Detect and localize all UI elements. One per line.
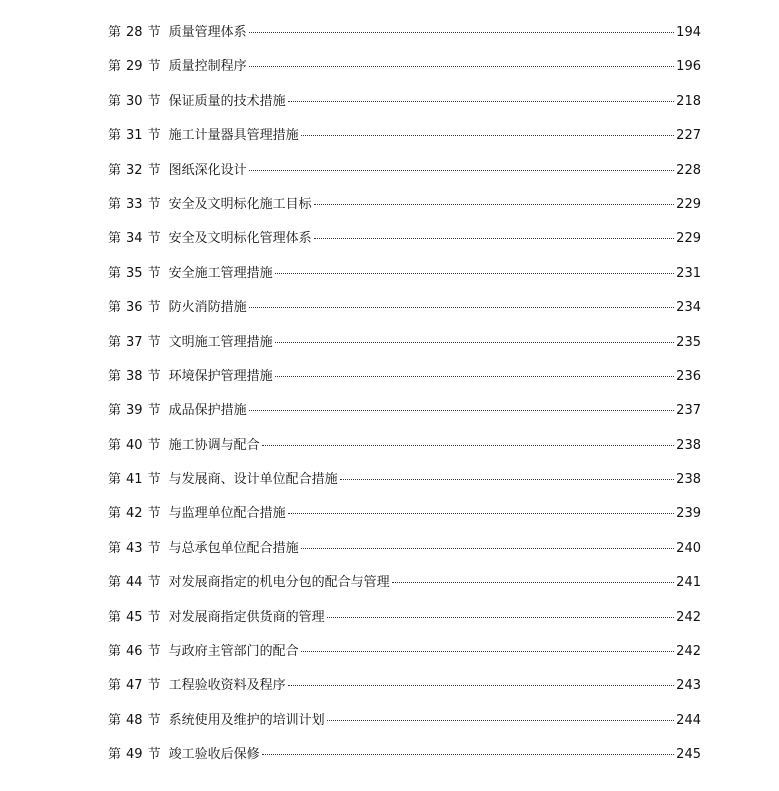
page-number: 239 xyxy=(676,506,701,522)
section-title: 施工协调与配合 xyxy=(168,437,260,453)
section-number: 第 46 节 xyxy=(108,644,161,660)
dot-leader xyxy=(392,581,675,583)
section-number: 第 33 节 xyxy=(108,196,161,212)
section-number: 第 38 节 xyxy=(108,368,161,384)
section-number: 第 42 节 xyxy=(108,506,161,522)
toc-entry[interactable] xyxy=(108,463,701,497)
page-number: 241 xyxy=(676,575,701,591)
dot-leader xyxy=(275,341,675,343)
toc-entry[interactable] xyxy=(108,291,701,325)
page-number: 242 xyxy=(676,644,701,660)
dot-leader xyxy=(262,753,675,755)
toc-entry[interactable] xyxy=(108,601,701,635)
page-number: 229 xyxy=(676,196,701,212)
section-title: 保证质量的技术措施 xyxy=(168,93,286,109)
toc-entry[interactable] xyxy=(108,16,701,50)
toc-entry[interactable] xyxy=(108,154,701,188)
page-number: 227 xyxy=(676,128,701,144)
section-title: 安全施工管理措施 xyxy=(168,265,273,281)
page-number: 196 xyxy=(676,59,701,75)
page-number: 238 xyxy=(676,472,701,488)
toc-entry[interactable] xyxy=(108,635,701,669)
toc-entry[interactable] xyxy=(108,119,701,153)
dot-leader xyxy=(301,134,675,136)
section-title: 与总承包单位配合措施 xyxy=(168,540,299,556)
page-number: 244 xyxy=(676,712,701,728)
page-number: 194 xyxy=(676,25,701,40)
section-number: 第 34 节 xyxy=(108,231,161,247)
section-title: 工程验收资料及程序 xyxy=(168,678,286,694)
toc-entry[interactable] xyxy=(108,566,701,600)
page-number: 228 xyxy=(676,162,701,178)
page-number: 229 xyxy=(676,231,701,247)
page-number: 234 xyxy=(676,300,701,316)
page-number: 237 xyxy=(676,403,701,419)
toc-entry[interactable] xyxy=(108,669,701,703)
toc-entry[interactable] xyxy=(108,222,701,256)
section-number: 第 28 节 xyxy=(108,25,161,40)
section-title: 安全及文明标化管理体系 xyxy=(168,231,312,247)
section-number: 第 32 节 xyxy=(108,162,161,178)
page-number: 236 xyxy=(676,368,701,384)
dot-leader xyxy=(249,65,675,67)
section-title: 质量控制程序 xyxy=(168,59,247,75)
section-number: 第 48 节 xyxy=(108,712,161,728)
dot-leader xyxy=(288,512,675,514)
section-title: 环境保护管理措施 xyxy=(168,368,273,384)
section-number: 第 31 节 xyxy=(108,128,161,144)
page-number: 243 xyxy=(676,678,701,694)
dot-leader xyxy=(288,100,675,102)
toc-entry[interactable] xyxy=(108,257,701,291)
section-number: 第 35 节 xyxy=(108,265,161,281)
dot-leader xyxy=(262,444,675,446)
dot-leader xyxy=(301,547,675,549)
table-of-contents xyxy=(108,16,701,773)
section-number: 第 36 节 xyxy=(108,300,161,316)
section-number: 第 47 节 xyxy=(108,678,161,694)
section-number: 第 49 节 xyxy=(108,747,161,763)
dot-leader xyxy=(249,169,675,171)
section-number: 第 39 节 xyxy=(108,403,161,419)
section-number: 第 30 节 xyxy=(108,93,161,109)
section-number: 第 44 节 xyxy=(108,575,161,591)
section-title: 施工计量器具管理措施 xyxy=(168,128,299,144)
dot-leader xyxy=(249,306,675,308)
section-number: 第 40 节 xyxy=(108,437,161,453)
section-title: 竣工验收后保修 xyxy=(168,747,260,763)
page-number: 242 xyxy=(676,609,701,625)
page-number: 240 xyxy=(676,540,701,556)
dot-leader xyxy=(327,616,675,618)
page-number: 235 xyxy=(676,334,701,350)
page-number: 218 xyxy=(676,93,701,109)
section-number: 第 41 节 xyxy=(108,472,161,488)
toc-entry[interactable] xyxy=(108,497,701,531)
toc-entry[interactable] xyxy=(108,85,701,119)
section-title: 安全及文明标化施工目标 xyxy=(168,196,312,212)
dot-leader xyxy=(249,409,675,411)
section-number: 第 43 节 xyxy=(108,540,161,556)
dot-leader xyxy=(249,31,675,33)
toc-entry[interactable] xyxy=(108,360,701,394)
section-title: 对发展商指定的机电分包的配合与管理 xyxy=(168,575,390,591)
toc-entry[interactable] xyxy=(108,50,701,84)
page-number: 245 xyxy=(676,747,701,763)
dot-leader xyxy=(288,684,675,686)
section-title: 系统使用及维护的培训计划 xyxy=(168,712,325,728)
section-number: 第 45 节 xyxy=(108,609,161,625)
toc-entry[interactable] xyxy=(108,429,701,463)
dot-leader xyxy=(275,272,675,274)
section-title: 与监理单位配合措施 xyxy=(168,506,286,522)
section-title: 防火消防措施 xyxy=(168,300,247,316)
section-title: 对发展商指定供货商的管理 xyxy=(168,609,325,625)
toc-entry[interactable] xyxy=(108,188,701,222)
section-title: 与政府主管部门的配合 xyxy=(168,644,299,660)
toc-entry[interactable] xyxy=(108,532,701,566)
toc-entry[interactable] xyxy=(108,394,701,428)
section-title: 图纸深化设计 xyxy=(168,162,247,178)
dot-leader xyxy=(327,719,675,721)
section-number: 第 37 节 xyxy=(108,334,161,350)
toc-entry[interactable] xyxy=(108,326,701,360)
section-title: 与发展商、设计单位配合措施 xyxy=(168,472,338,488)
toc-entry[interactable] xyxy=(108,704,701,738)
dot-leader xyxy=(314,237,675,239)
toc-entry[interactable] xyxy=(108,738,701,772)
section-title: 质量管理体系 xyxy=(168,25,247,40)
section-title: 文明施工管理措施 xyxy=(168,334,273,350)
dot-leader xyxy=(275,375,675,377)
dot-leader xyxy=(314,203,675,205)
dot-leader xyxy=(301,650,675,652)
section-number: 第 29 节 xyxy=(108,59,161,75)
section-title: 成品保护措施 xyxy=(168,403,247,419)
dot-leader xyxy=(340,478,675,480)
page-number: 238 xyxy=(676,437,701,453)
page-number: 231 xyxy=(676,265,701,281)
